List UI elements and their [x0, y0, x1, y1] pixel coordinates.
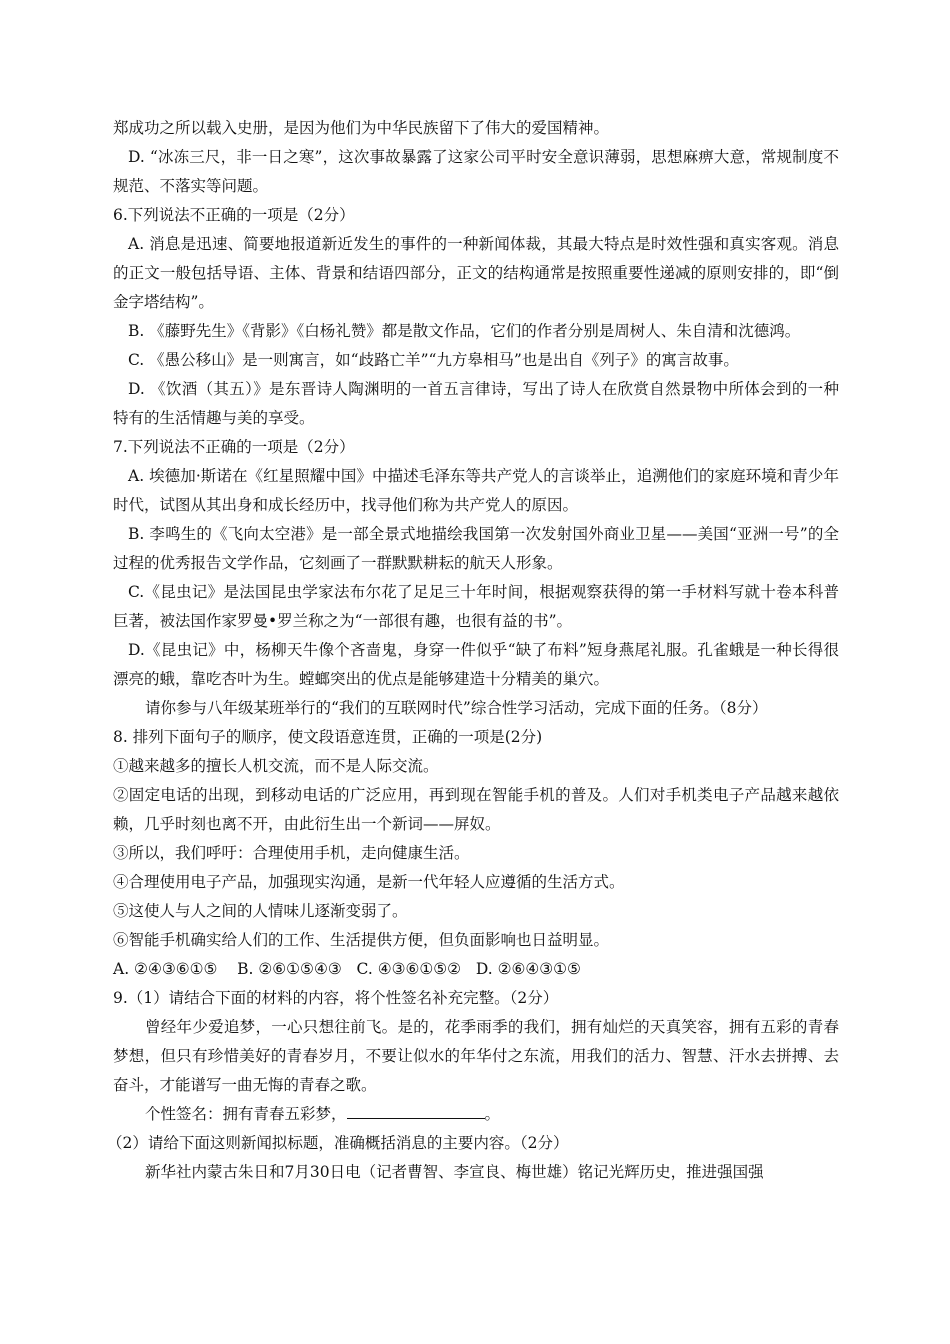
sentence-3: ③所以，我们呼吁：合理使用手机，走向健康生活。	[113, 844, 470, 862]
signature-prefix: 个性签名：拥有青春五彩梦，	[145, 1105, 347, 1123]
sentence-2: ②固定电话的出现，到移动电话的广泛应用，再到现在智能手机的普及。人们对手机类电子产品越来越依赖，几乎时刻也离不开，由此衍生出一个新词——屏奴。	[113, 786, 839, 833]
signature-line	[113, 1100, 839, 1129]
signature-suffix: 。	[484, 1105, 501, 1123]
paragraph-continuation: 郑成功之所以载入史册，是因为他们为中华民族留下了伟大的爱国精神。	[113, 119, 610, 137]
question-8-options: A. ②④③⑥①⑤ B. ②⑥①⑤④③ C. ④③⑥①⑤② D. ②⑥④③①⑤	[113, 960, 581, 978]
signature-answer-blank[interactable]	[347, 1100, 485, 1119]
sentence-5: ⑤这使人与人之间的人情味儿逐渐变弱了。	[113, 902, 408, 920]
question-9-part-2: （2）请给下面这则新闻拟标题，准确概括消息的主要内容。（2分）	[107, 1134, 569, 1152]
question-7-stem: 7.下列说法不正确的一项是（2分）	[113, 438, 355, 456]
exam-page	[107, 114, 839, 1187]
question-6-option-d: D. 《饮酒（其五）》是东晋诗人陶渊明的一首五言律诗，写出了诗人在欣赏自然景物中所体会到的一种特有的生活情趣与美的享受。	[113, 380, 839, 427]
question-6-option-b: B. 《藤野先生》《背影》《白杨礼赞》都是散文作品，它们的作者分别是周树人、朱自清和沈德鸿。	[128, 322, 801, 340]
news-text: 新华社内蒙古朱日和7月30日电（记者曹智、李宣良、梅世雄）铭记光辉历史，推进强国强	[145, 1163, 764, 1181]
sentence-6: ⑥智能手机确实给人们的工作、生活提供方便，但负面影响也日益明显。	[113, 931, 610, 949]
activity-intro: 请你参与八年级某班举行的“我们的互联网时代”综合性学习活动，完成下面的任务。（8分）	[145, 699, 768, 717]
question-8-stem: 8. 排列下面句子的顺序，使文段语意连贯，正确的一项是(2分)	[113, 728, 543, 746]
question-7-option-c: C.《昆虫记》是法国昆虫学家法布尔花了足足三十年时间，根据观察获得的第一手材料写就十卷本科普巨著，被法国作家罗曼•罗兰称之为“一部很有趣，也很有益的书”。	[113, 583, 839, 630]
question-7-option-b: B. 李鸣生的《飞向太空港》是一部全景式地描绘我国第一次发射国外商业卫星——美国“亚洲一号”的全过程的优秀报告文学作品，它刻画了一群默默耕耘的航天人形象。	[113, 525, 839, 572]
question-9-part-1: 9.（1）请结合下面的材料的内容，将个性签名补充完整。（2分）	[113, 989, 559, 1007]
question-9-material: 曾经年少爱追梦，一心只想往前飞。是的，花季雨季的我们，拥有灿烂的天真笑容，拥有五彩的青春梦想，但只有珍惜美好的青春岁月，不要让似水的年华付之东流，用我们的活力、智慧、汗水去拼搏、去奋斗，才能谱写一曲无悔的青春之歌。	[113, 1018, 839, 1094]
sentence-1: ①越来越多的擅长人机交流，而不是人际交流。	[113, 757, 439, 775]
question-6-stem: 6.下列说法不正确的一项是（2分）	[113, 206, 355, 224]
question-6-option-c: C. 《愚公移山》是一则寓言，如“歧路亡羊”“九方皋相马”也是出自《列子》的寓言故事。	[128, 351, 739, 369]
q5-option-d: D. “冰冻三尺，非一日之寒”，这次事故暴露了这家公司平时安全意识薄弱，思想麻痹大意，常规制度不规范、不落实等问题。	[113, 148, 839, 195]
question-7-option-a: A. 埃德加·斯诺在《红星照耀中国》中描述毛泽东等共产党人的言谈举止，追溯他们的家庭环境和青少年时代，试图从其出身和成长经历中，找寻他们称为共产党人的原因。	[113, 467, 839, 514]
question-7-option-d: D.《昆虫记》中，杨柳天牛像个吝啬鬼，身穿一件似乎“缺了布料”短身燕尾礼服。孔雀蛾是一种长得很漂亮的蛾，靠吃杏叶为生。螳螂突出的优点是能够建造十分精美的巢穴。	[113, 641, 839, 688]
question-6-option-a: A. 消息是迅速、简要地报道新近发生的事件的一种新闻体裁，其最大特点是时效性强和真实客观。消息的正文一般包括导语、主体、背景和结语四部分，正文的结构通常是按照重要性递减的原则安排的，即“倒金字塔结构”。	[113, 235, 839, 311]
sentence-4: ④合理使用电子产品，加强现实沟通，是新一代年轻人应遵循的生活方式。	[113, 873, 625, 891]
